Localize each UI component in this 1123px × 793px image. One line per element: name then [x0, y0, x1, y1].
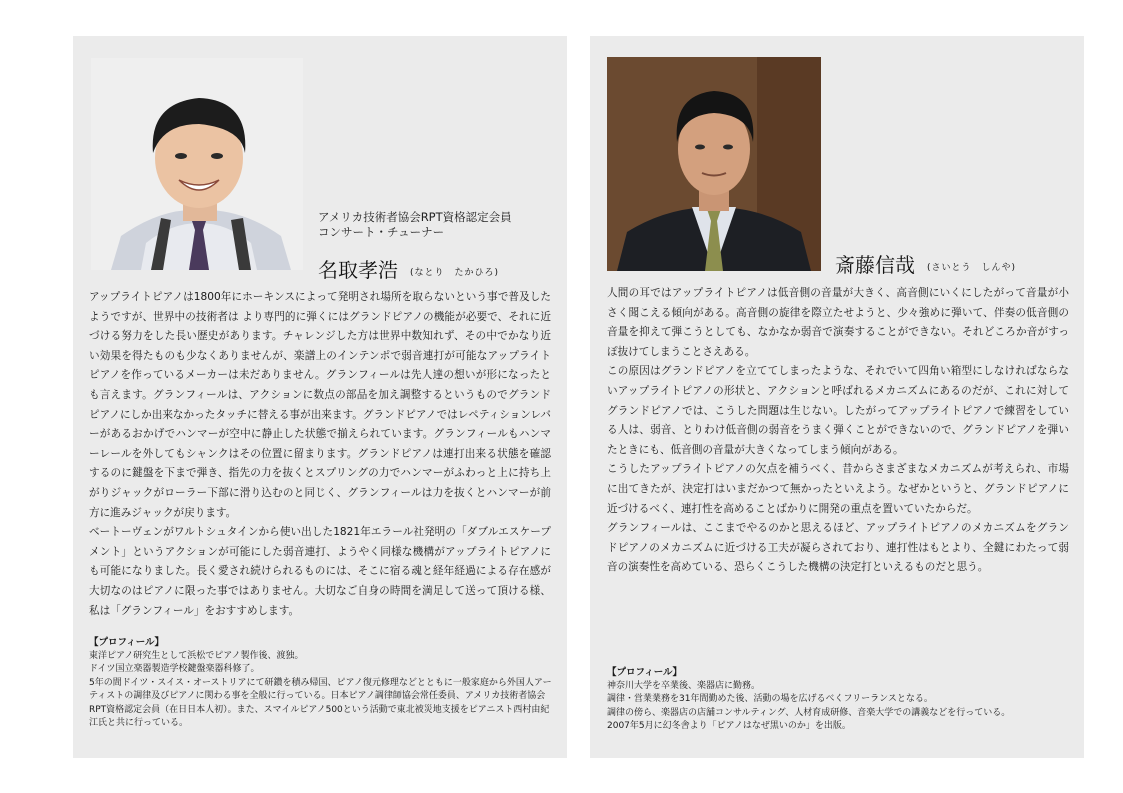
profile-line: 神奈川大学を卒業後、楽器店に勤務。	[607, 680, 761, 691]
profile-panel-saito	[590, 36, 1084, 758]
credentials-natori	[318, 210, 512, 240]
profile-line: 調律・営業業務を31年間勤めた後、活動の場を広げるべくフリーランスとなる。	[607, 694, 933, 704]
essay-saito	[607, 284, 1069, 578]
name-reading: (さいとう しんや)	[927, 263, 1017, 273]
profile-natori	[89, 636, 555, 731]
portrait-photo-saito	[607, 57, 821, 271]
essay-paragraph: こうしたアップライトピアノの欠点を補うべく、昔からさまざまなメカニズムが考えられ、市場に出てきたが、決定打はいまだかつて無かったといえよう。なぜかというと、グランドピアノに近づけるべく、連打性を高めることばかりに開発の重点を置いていたからだ。	[607, 463, 1069, 515]
essay-paragraph: アップライトピアノは1800年にホーキンスによって発明され場所を取らないという事で普及したようですが、世界中の技術者は より専門的に弾くにはグランドピアノの機能が必要で、それに近づける努力をした長い歴史があります。チャレンジした方は世界中数知れず、その中でかなり近い効果を得たものも少なくありませんが、楽譜上のインテンポで弱音連打が可能なアップライトピアノを作っているメーカーは未だありません。グランフィールは先人達の想いが形になったとも言えます。グランフィールは、アクションに数点の部品を加え調整するというものでグランドピアノにしか出来なかったタッチに替える事が出来ます。グランドピアノではレペティションレバーがあるおかげでハンマーが空中に静止した状態で揃えられています。グランフィールもハンマーレールを外してもシャンクはその位置に留まります。グランドピアノは連打出来る状態を確認するのに鍵盤を下まで弾き、指先の力を抜くとスプリングの力でハンマーがふわっと上に持ち上がりジャックがローラー下部に滑り込むのと同じく、グランフィールは力を抜くとハンマーが前方に進みジャックが戻ります。	[89, 291, 551, 519]
profile-saito	[607, 666, 1073, 734]
essay-paragraph: 人間の耳ではアップライトピアノは低音側の音量が大きく、高音側にいくにしたがって音量が小さく聞こえる傾向がある。高音側の旋律を際立たせようと、少々強めに弾いて、伴奏の低音側の音量を抑えて弾こうとしても、なかなか弱音で演奏することができない。それどころか音がすっぽ抜けてしまうことさえある。	[607, 287, 1069, 358]
name-text: 斎藤信哉	[835, 253, 915, 277]
profile-line: ドイツ国立楽器製造学校鍵盤楽器科修了。	[89, 664, 260, 674]
essay-paragraph: この原因はグランドピアノを立ててしまったような、それでいて四角い箱型にしなければならないアップライトピアノの形状と、アクションと呼ばれるメカニズムにあるのだが、これに対してグランドピアノでは、こうした問題は生じない。したがってアップライトピアノで練習をしている人は、弱音、とりわけ低音側の弱音をうまく弾くことができないので、グランドピアノを弾いたときにも、低音側の音量が大きくなってしまう傾向がある。	[607, 365, 1069, 456]
essay-paragraph: ベートーヴェンがワルトシュタインから使い出した1821年エラール社発明の「ダブルエスケープメント」というアクションが可能にした弱音連打、ようやく同様な機構がアップライトピアノにも可能になりました。長く愛され続けられるものには、そこに宿る魂と経年経過による存在感が大切なのはピアノに限った事ではありません。大切なご自身の時間を満足して送って頂ける様、私は「グランフィール」をおすすめします。	[89, 526, 551, 617]
profile-title: 【プロフィール】	[607, 667, 683, 678]
profile-line: 2007年5月に幻冬舎より「ピアノはなぜ黒いのか」を出版。	[607, 721, 851, 731]
portrait-photo-icon	[91, 58, 303, 270]
person-name-saito	[835, 249, 1016, 278]
profile-panel-natori	[73, 36, 567, 758]
essay-natori	[89, 288, 551, 621]
profile-line: 東洋ピアノ研究生として浜松でピアノ製作後、渡独。	[89, 650, 304, 661]
profile-title: 【プロフィール】	[89, 637, 165, 648]
profile-line: 5年の間ドイツ・スイス・オーストリアにて研鑽を積み帰国、ピアノ復元修理などとともに一般家庭から外国人アーティストの調律及びピアノに関わる事を全般に行っている。日本ピアノ調律師協会常任委員、アメリカ技術者協会RPT資格認定会員（在日日本人初）。また、スマイルピアノ500という活動で東北被災地支援をピアニスト西村由紀江氏と共に行っている。	[89, 677, 552, 728]
credential-line: アメリカ技術者協会RPT資格認定会員	[318, 210, 512, 224]
name-reading: (なとり たかひろ)	[410, 268, 500, 278]
portrait-photo-icon	[607, 57, 821, 271]
essay-paragraph: グランフィールは、ここまでやるのかと思えるほど、アップライトピアノのメカニズムをグランドピアノのメカニズムに近づける工夫が凝らされており、連打性はもとより、全鍵にわたって弱音の演奏性を高めている、恐らくこうした機構の決定打といえるものだと思う。	[607, 522, 1069, 574]
person-name-natori	[318, 254, 499, 283]
credential-line: コンサート・チューナー	[318, 225, 445, 239]
name-text: 名取孝浩	[318, 258, 398, 282]
portrait-photo-natori	[91, 58, 303, 270]
profile-line: 調律の傍ら、楽器店の店舗コンサルティング、人材育成研修、音楽大学での講義などを行っている。	[607, 707, 1011, 718]
